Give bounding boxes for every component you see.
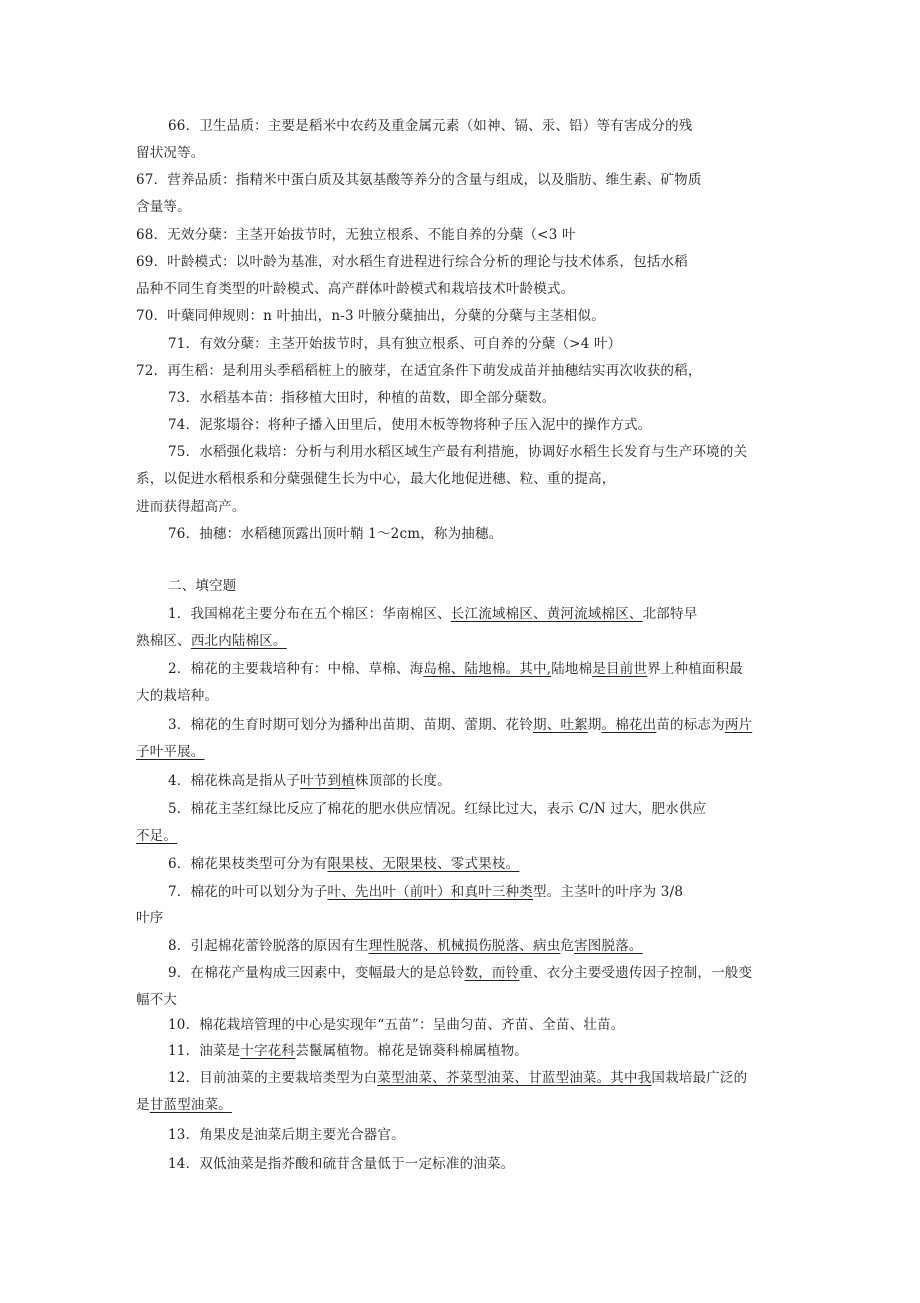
text-segment: 8．引起棉花蕾铃脱落的原因有生 bbox=[168, 938, 369, 954]
answer-blank: 西北内陆棉区。 bbox=[190, 633, 287, 649]
answer-blank: 期、吐絮 bbox=[533, 717, 588, 733]
line-f9a bbox=[168, 964, 752, 982]
text-segment: 是 bbox=[136, 1097, 150, 1113]
text-segment: 2．棉花的主要栽培种有：中棉、草棉、海 bbox=[168, 661, 424, 677]
line-f3a bbox=[168, 716, 752, 734]
text-segment: 陆地棉 bbox=[551, 661, 593, 677]
text-segment: 期 bbox=[587, 717, 602, 733]
text-segment: 12．目前油菜的主要栽培类型为白 bbox=[168, 1070, 378, 1086]
line-75a: 75．水稻强化栽培：分析与利用水稻区域生产最有利措施，协调好水稻生长发育与生产环境的关 bbox=[168, 444, 748, 460]
text-segment: 3．棉花的生育时期可划分为播种出苗期、苗期、蕾期、花铃 bbox=[168, 717, 533, 733]
line-66a: 66．卫生品质：主要是稻米中农药及重金属元素（如神、镉、汞、铅）等有害成分的残 bbox=[168, 118, 693, 134]
text-segment: 危 bbox=[560, 938, 575, 954]
text-segment: 1．我国棉花主要分布在五个棉区：华南棉区、 bbox=[168, 606, 451, 622]
line-f4 bbox=[168, 772, 451, 790]
line-76: 76．抽穗：水稻穗顶露出顶叶鞘 1～2cm，称为抽穗。 bbox=[168, 526, 503, 542]
answer-blank: 数，而铃 bbox=[464, 965, 520, 981]
text-segment: 界上种植面积最 bbox=[647, 661, 744, 677]
line-f12a bbox=[168, 1069, 747, 1087]
text-segment: 熟棉区、 bbox=[136, 633, 191, 649]
text-segment: 重、衣分主要受遗传因子控制，一般变 bbox=[519, 965, 753, 981]
line-f10: 10．棉花栽培管理的中心是实现年“五苗”：呈曲匀苗、齐苗、全苗、壮苗。 bbox=[168, 1017, 625, 1033]
text-segment: 芸鬣属植物。棉花是锦葵科棉属植物。 bbox=[295, 1043, 529, 1059]
line-75c: 进而获得超高产。 bbox=[136, 499, 246, 515]
text-segment: 4．棉花株高是指从子 bbox=[168, 773, 301, 789]
text-segment: 11．油菜是 bbox=[168, 1043, 241, 1059]
text-segment: 苗的标志为 bbox=[656, 717, 725, 733]
line-72: 72．再生稻：是利用头季稻稻桩上的腋芽，在适宜条件下萌发成苗并抽穗结实再次收获的稻， bbox=[136, 363, 702, 379]
line-f5a: 5．棉花主茎红绿比反应了棉花的肥水供应情况。红绿比过大，表示 C/N 过大，肥水供应 bbox=[168, 801, 707, 817]
text-segment: 7．棉花的叶可以划分为子 bbox=[168, 884, 328, 900]
line-f7a bbox=[168, 883, 683, 901]
line-f9b: 幅不大 bbox=[136, 992, 178, 1008]
line-66b: 留状况等。 bbox=[136, 145, 205, 161]
line-71: 71．有效分蘖：主茎开始拔节时，具有独立根系、可自养的分蘖（>4 叶） bbox=[168, 336, 622, 352]
answer-blank: 岛棉、陆地棉。其中, bbox=[423, 661, 552, 677]
answer-blank: 叶节到植 bbox=[300, 773, 355, 789]
text-segment: 国栽培最广泛的 bbox=[651, 1070, 748, 1086]
line-68: 68．无效分蘖：主茎开始拔节时，无独立根系、不能自养的分蘖（<3 叶 bbox=[136, 227, 576, 243]
text-segment: 北部特早 bbox=[642, 606, 698, 622]
answer-blank: 限果枝、无限果枝、零式果枝。 bbox=[327, 856, 520, 872]
line-f12b bbox=[136, 1096, 232, 1114]
line-f1a bbox=[168, 605, 697, 623]
line-69b: 品种不同生育类型的叶龄模式、高产群体叶龄模式和栽培技术叶龄模式。 bbox=[136, 281, 575, 297]
line-f3b bbox=[136, 743, 205, 761]
line-f1b bbox=[136, 632, 287, 650]
text-segment: 株顶部的长度。 bbox=[354, 773, 451, 789]
line-74: 74．泥浆塌谷：将种子播入田里后，使用木板等物将种子压入泥中的操作方式。 bbox=[168, 417, 652, 433]
answer-blank: 。棉花出 bbox=[601, 717, 657, 733]
line-f8 bbox=[168, 937, 643, 955]
line-69a: 69．叶龄模式：以叶龄为基准，对水稻生育进程进行综合分析的理论与技术体系，包括水稻 bbox=[136, 254, 688, 270]
answer-blank: 是目前世 bbox=[592, 661, 648, 677]
line-f14: 14．双低油菜是指芥酸和硫苷含量低于一定标准的油菜。 bbox=[168, 1156, 515, 1172]
answer-blank: 菜型油菜、芥菜型油菜、甘蓝型油菜。其中我 bbox=[377, 1070, 652, 1086]
text-segment: 型。主茎叶的叶序为 3/8 bbox=[533, 884, 684, 900]
answer-blank: 理性脱落、机械损伤脱落、病虫 bbox=[368, 938, 561, 954]
answer-blank: 长江流域棉区、黄河流域棉区、 bbox=[450, 606, 643, 622]
answer-blank: 害图脱落。 bbox=[574, 938, 643, 954]
answer-blank: 不足。 bbox=[136, 828, 178, 844]
line-f11 bbox=[168, 1042, 528, 1060]
answer-blank: 两片 bbox=[724, 717, 753, 733]
answer-blank: 子叶平展。 bbox=[136, 744, 205, 760]
answer-blank: 甘蓝型油菜。 bbox=[149, 1097, 232, 1113]
line-f6 bbox=[168, 855, 519, 873]
line-73: 73．水稻基本苗：指移植大田时，种植的苗数，即全部分蘖数。 bbox=[168, 390, 556, 406]
line-75b: 系，以促进水稻根系和分蘖强健生长为中心，最大化地促进穗、粒、重的提高， bbox=[136, 471, 616, 487]
text-segment: 9．在棉花产量构成三因素中，变幅最大的是总铃 bbox=[168, 965, 465, 981]
line-f7b: 叶序 bbox=[136, 910, 164, 926]
line-f2b: 大的栽培种。 bbox=[136, 688, 219, 704]
line-70: 70．叶蘖同伸规则：n 叶抽出，n-3 叶腋分蘖抽出，分蘖的分蘖与主茎相似。 bbox=[136, 308, 605, 324]
answer-blank: 十字花科 bbox=[240, 1043, 296, 1059]
line-f13: 13．角果皮是油菜后期主要光合器官。 bbox=[168, 1127, 405, 1143]
line-f2a bbox=[168, 660, 743, 678]
answer-blank: 叶、先出叶（前叶）和真叶三种类 bbox=[327, 884, 533, 900]
line-f5b bbox=[136, 827, 177, 845]
line-67a: 67．营养品质：指精米中蛋白质及其氨基酸等养分的含量与组成，以及脂肪、维生素、矿物质 bbox=[136, 172, 702, 188]
line-67b: 含量等。 bbox=[136, 199, 191, 215]
text-segment: 6．棉花果枝类型可分为有 bbox=[168, 856, 328, 872]
section-heading: 二、填空题 bbox=[168, 578, 237, 594]
